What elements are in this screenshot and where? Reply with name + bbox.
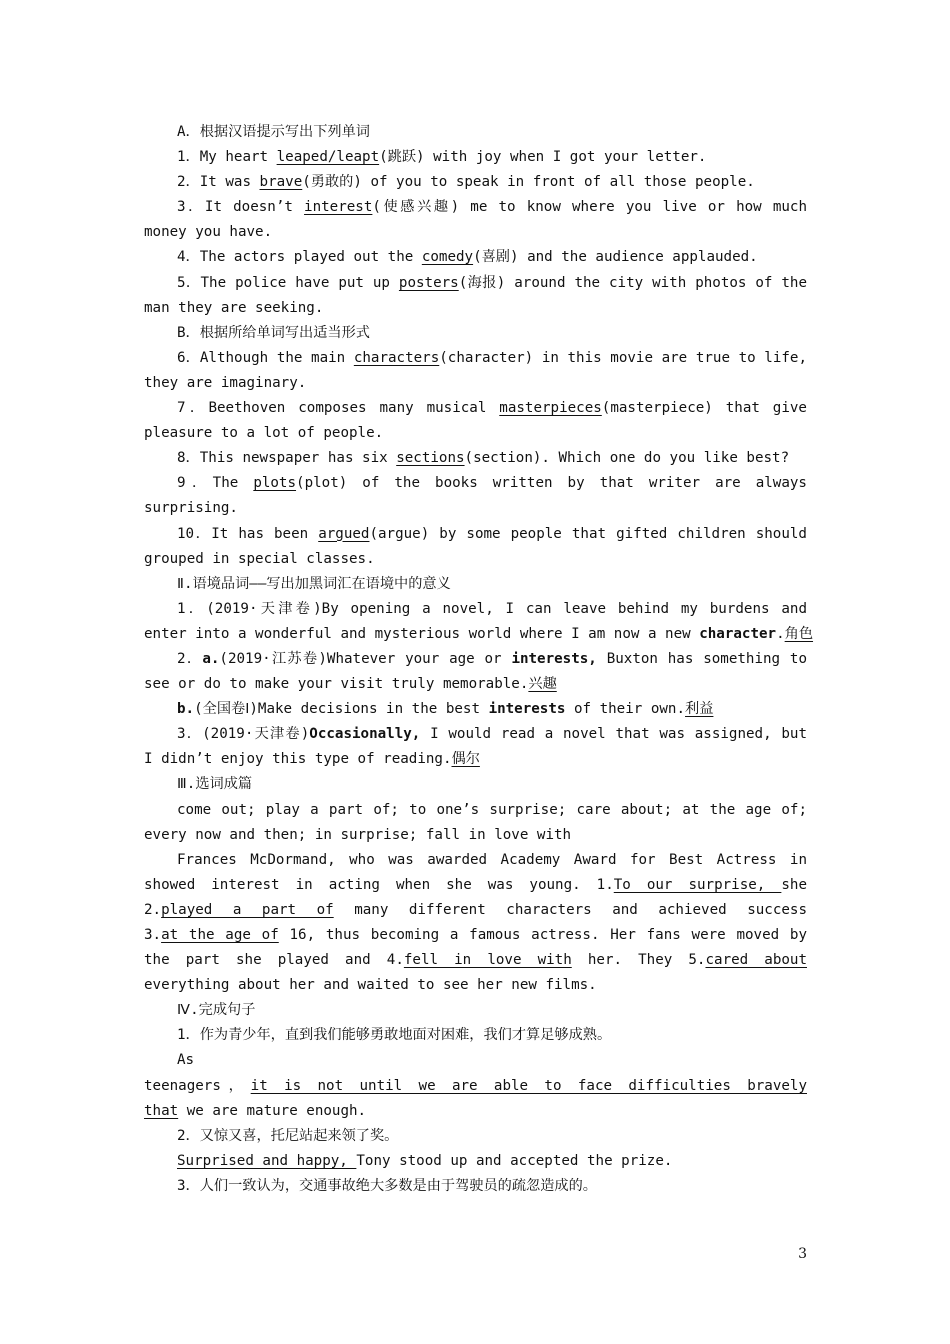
- context-item-2b: [144, 697, 807, 722]
- item-text: This newspaper has six: [199, 450, 397, 467]
- section-iv-heading-text: Ⅳ.完成句子: [177, 1002, 256, 1019]
- sentence-item-1-answer-cont: [144, 1099, 807, 1124]
- item-text: showed interest in acting when she was young. 1.: [144, 876, 614, 893]
- exercise-item-2: [144, 170, 807, 195]
- sentence-item-1-as: [144, 1048, 807, 1073]
- bold-keyword: interests: [488, 701, 566, 718]
- item-text: It has been: [211, 525, 319, 542]
- item-text: As: [177, 1052, 195, 1069]
- item-text: (使感兴趣) me to know where you live or how much: [372, 199, 807, 216]
- page-number: 3: [798, 1246, 807, 1262]
- item-number: 8．: [177, 450, 200, 467]
- answer-text: masterpieces: [499, 400, 602, 417]
- answer-text: plots: [253, 475, 297, 492]
- passage-line-3: [144, 898, 807, 923]
- exercise-item-3: [144, 195, 807, 220]
- item-number: 5．: [177, 274, 201, 291]
- exercise-item-6-cont: [144, 371, 807, 396]
- item-number: 4．: [177, 249, 200, 266]
- sub-label: b.: [177, 701, 195, 718]
- exercise-item-7-cont: [144, 421, 807, 446]
- item-number: 9．: [177, 475, 213, 492]
- item-text: (喜剧) and the audience applauded.: [473, 249, 758, 266]
- item-text: My heart: [199, 149, 277, 166]
- item-text: Tony stood up and accepted the prize.: [356, 1152, 673, 1169]
- context-item-2a: [144, 647, 807, 672]
- item-text: (plot) of the books written by that writer are always: [296, 475, 807, 492]
- section-a-heading-text: A．根据汉语提示写出下列单词: [177, 124, 370, 140]
- exercise-item-6: [144, 346, 807, 371]
- section-b-heading-text: B．根据所给单词写出适当形式: [177, 324, 370, 341]
- sentence-item-1-answer: [144, 1074, 807, 1099]
- section-a-heading: [144, 120, 807, 145]
- sentence-item-2-answer: [144, 1149, 807, 1174]
- item-text: (全国卷Ⅰ)Make decisions in the best: [194, 701, 489, 718]
- item-text: (masterpiece) that give: [601, 400, 807, 417]
- item-text: 1．(2019·天津卷)By opening a novel, I can leave behind my burdens and: [177, 600, 807, 617]
- bold-keyword: character: [699, 625, 777, 642]
- item-text: (海报) around the city with photos of the: [458, 274, 807, 291]
- item-text: of their own.: [565, 701, 686, 718]
- answer-text: argued: [318, 525, 370, 542]
- section-iii-heading: [144, 772, 807, 797]
- item-text: I didn’t enjoy this type of reading.: [144, 751, 452, 768]
- answer-text: cared about: [705, 952, 807, 969]
- bold-keyword: interests,: [511, 650, 597, 667]
- exercise-item-5: [144, 271, 807, 296]
- section-iii-heading-text: Ⅲ.选词成篇: [177, 776, 253, 793]
- answer-text: characters: [353, 349, 440, 366]
- exercise-item-10: [144, 522, 807, 547]
- word-options-line-2: [144, 823, 807, 848]
- item-text: many different characters and achieved success: [333, 901, 807, 918]
- answer-text: fell in love with: [403, 952, 572, 969]
- passage-line-5: [144, 948, 807, 973]
- item-text: 16, thus becoming a famous actress. Her fans were moved by: [278, 927, 807, 943]
- item-text: It doesn’t: [204, 199, 305, 216]
- item-text: they are imaginary.: [144, 374, 307, 391]
- item-number: 10．: [177, 525, 212, 542]
- passage-line-4: [144, 923, 807, 948]
- exercise-item-3-cont: [144, 220, 807, 245]
- answer-text: 利益: [685, 701, 714, 718]
- item-text: pleasure to a lot of people.: [144, 425, 384, 442]
- item-text: Beethoven composes many musical: [208, 400, 500, 417]
- item-text: (2019·江苏卷)Whatever your age or: [219, 650, 512, 667]
- exercise-item-9: [144, 471, 807, 496]
- item-text: come out; play a part of; to one’s surprise; care about; at the age of;: [177, 801, 807, 818]
- item-text: Buxton has something to: [596, 650, 807, 667]
- item-text: money you have.: [144, 224, 273, 241]
- item-text: her. They 5.: [571, 952, 706, 969]
- answer-text: Surprised and happy,: [177, 1152, 357, 1169]
- answer-text: 偶尔: [451, 751, 480, 768]
- answer-text: comedy: [421, 249, 474, 266]
- answer-text: posters: [398, 274, 459, 291]
- item-text: The actors played out the: [199, 249, 422, 266]
- item-text: we are mature enough.: [178, 1102, 367, 1119]
- item-text: (argue) by some people that gifted children should: [369, 525, 807, 542]
- item-text: 2.: [144, 901, 162, 918]
- item-text: The: [212, 475, 254, 492]
- answer-text: 角色: [784, 625, 814, 642]
- answer-text: it is not until we are able to face difficulties bravely: [250, 1077, 807, 1094]
- sentence-item-1-prompt: [144, 1023, 807, 1048]
- exercise-item-5-cont: [144, 296, 807, 321]
- item-text: every now and then; in surprise; fall in love with: [144, 826, 572, 843]
- item-text: surprising.: [144, 500, 238, 517]
- item-text: everything about her and waited to see her new films.: [144, 977, 597, 994]
- section-iv-heading: [144, 998, 807, 1023]
- item-number: 6．: [177, 349, 200, 366]
- answer-text: at the age of: [161, 927, 279, 943]
- item-number: 2．: [177, 174, 200, 191]
- exercise-item-7: [144, 396, 807, 421]
- bold-keyword: Occasionally,: [309, 726, 421, 743]
- section-b-heading: [144, 321, 807, 346]
- item-text: the part she played and 4.: [144, 952, 404, 969]
- item-text: I would read a novel that was assigned, but: [420, 726, 807, 743]
- exercise-item-8: [144, 446, 807, 471]
- section-ii-heading: [144, 572, 807, 597]
- item-text: enter into a wonderful and mysterious world where I am now a new: [144, 625, 700, 642]
- item-text: (勇敢的) of you to speak in front of all those people.: [302, 174, 755, 191]
- item-text: .: [776, 625, 785, 642]
- item-text: Frances McDormand, who was awarded Academy Award for Best Actress in: [177, 851, 807, 868]
- item-text: grouped in special classes.: [144, 550, 375, 567]
- item-number: 7．: [177, 400, 209, 417]
- passage-line-1: [144, 848, 807, 873]
- item-text: (section). Which one do you like best?: [464, 450, 790, 467]
- worksheet-page: [144, 120, 814, 1199]
- item-text: teenagers，: [144, 1077, 251, 1094]
- exercise-item-9-cont: [144, 496, 807, 521]
- answer-text: leaped/leapt: [276, 149, 380, 166]
- sub-label: a.: [202, 650, 220, 667]
- context-item-1-cont: [144, 622, 814, 647]
- word-options-line-1: [144, 798, 807, 823]
- item-text: (character) in this movie are true to life,: [439, 349, 807, 366]
- passage-line-2: [144, 873, 807, 898]
- sentence-item-3-prompt: [144, 1174, 807, 1199]
- answer-text: To our surprise,: [613, 876, 782, 893]
- item-number: 3．: [177, 199, 205, 216]
- item-text: Although the main: [199, 349, 354, 366]
- exercise-item-10-cont: [144, 547, 807, 572]
- context-item-3: [144, 722, 807, 747]
- item-text: 1．作为青少年，直到我们能够勇敢地面对困难，我们才算足够成熟。: [177, 1027, 612, 1044]
- item-number: 2．: [177, 650, 203, 667]
- answer-text: that: [144, 1102, 179, 1119]
- answer-text: sections: [396, 450, 465, 467]
- context-item-1: [144, 597, 807, 622]
- item-text: (跳跃) with joy when I got your letter.: [379, 149, 707, 166]
- answer-text: interest: [304, 199, 373, 216]
- exercise-item-1: [144, 145, 807, 170]
- answer-text: 兴趣: [528, 676, 557, 693]
- answer-text: brave: [259, 174, 303, 191]
- item-text: 2．又惊又喜，托尼站起来领了奖。: [177, 1127, 399, 1144]
- context-item-3-cont: [144, 747, 807, 772]
- context-item-2a-cont: [144, 672, 807, 697]
- item-text: see or do to make your visit truly memorable.: [144, 676, 529, 693]
- section-ii-heading-text: Ⅱ.语境品词——写出加黑词汇在语境中的意义: [177, 575, 451, 592]
- item-text: 3.: [144, 927, 162, 943]
- item-text: The police have put up: [200, 274, 399, 291]
- item-text: It was: [199, 174, 260, 191]
- item-number: 1．: [177, 149, 200, 166]
- item-text: 3．(2019·天津卷): [177, 726, 310, 743]
- item-text: man they are seeking.: [144, 299, 324, 316]
- passage-line-6: [144, 973, 807, 998]
- answer-text: played a part of: [161, 901, 334, 918]
- sentence-item-2-prompt: [144, 1124, 807, 1149]
- item-text: she: [781, 876, 807, 893]
- exercise-item-4: [144, 245, 807, 270]
- item-text: 3．人们一致认为，交通事故绝大多数是由于驾驶员的疏忽造成的。: [177, 1177, 597, 1194]
